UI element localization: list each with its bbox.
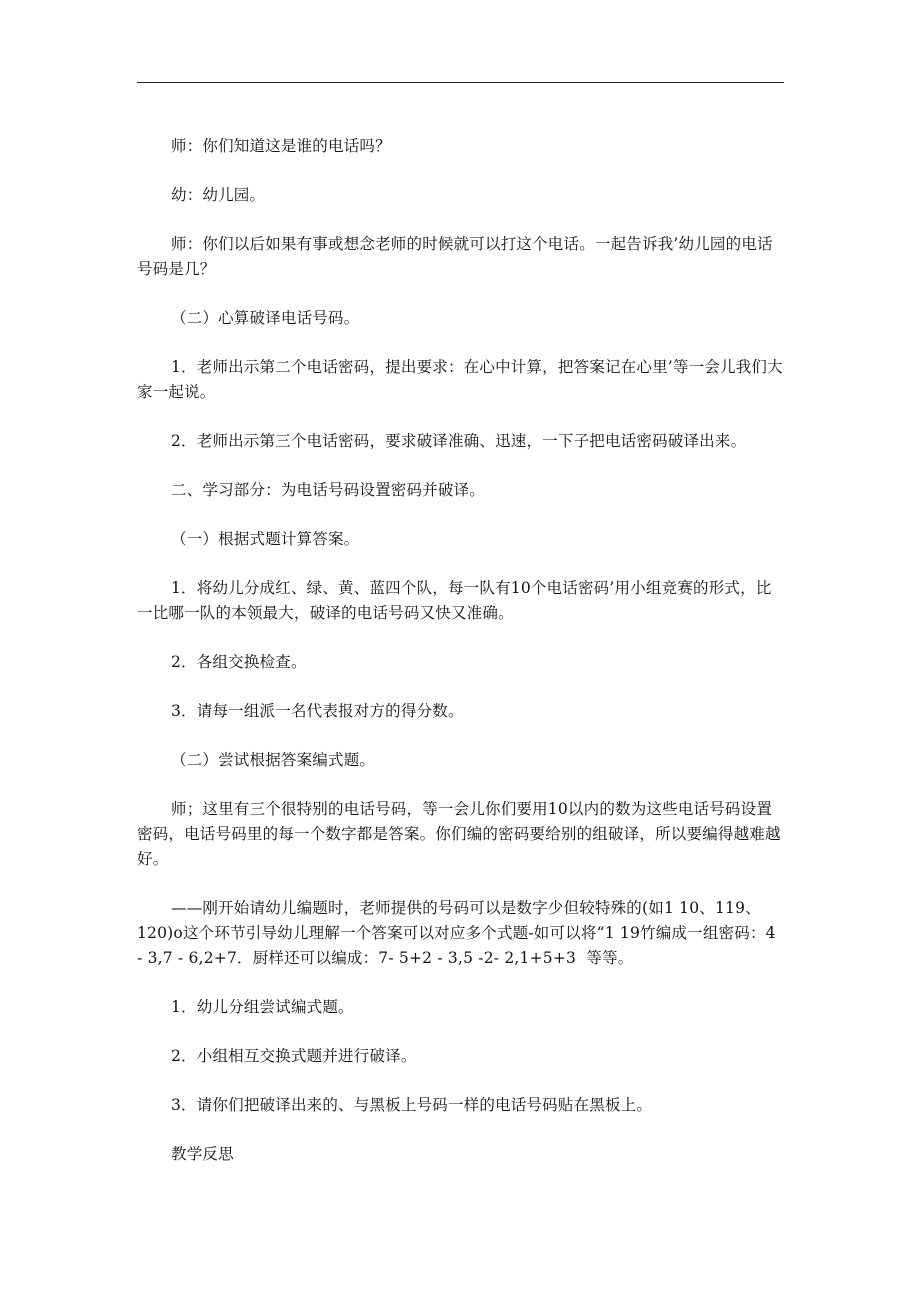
paragraph: 师；这里有三个很特别的电话号码，等一会儿你们要用10以内的数为这些电话号码设置密码，电话号码里的每一个数字都是答案。你们编的密码要给别的组破译，所以要编得越难越好。 [137,800,781,868]
paragraph: 1．老师出示第二个电话密码，提出要求：在心中计算，把答案记在心里’等一会儿我们大家一起说。 [137,358,783,401]
paragraph: 3．请每一组派一名代表报对方的得分数。 [171,702,464,720]
section-heading: 教学反思 [171,1145,234,1163]
paragraph: 2．老师出示第三个电话密码，要求破译准确、迅速，一下子把电话密码破译出来。 [171,432,747,450]
paragraph: 1．幼儿分组尝试编式题。 [171,998,354,1016]
header-rule [137,82,784,83]
document-body [137,134,784,1191]
paragraph: 2．小组相互交换式题并进行破译。 [171,1047,417,1065]
paragraph: 师：你们以后如果有事或想念老师的时候就可以打这个电话。一起告诉我’幼儿园的电话号码是几？ [137,235,773,278]
paragraph: 3．请你们把破译出来的、与黑板上号码一样的电话号码贴在黑板上。 [171,1096,653,1114]
paragraph: 1．将幼儿分成红、绿、黄、蓝四个队，每一队有10个电话密码’用小组竞赛的形式，比一比哪一队的本领最大，破译的电话号码又快又准确。 [137,579,772,622]
paragraph: （一）根据式题计算答案。 [171,530,360,548]
paragraph: 2．各组交换检查。 [171,653,307,671]
paragraph: （二）心算破译电话号码。 [171,309,360,327]
paragraph: ——刚开始请幼儿编题时，老师提供的号码可以是数字少但较特殊的(如1 10、119、120)o这个环节引导幼儿理解一个答案可以对应多个式题-如可以将“1 19竹编成一组密码：4 - 3,7 - 6,2+7．厨样还可以编成：7- 5+2 - 3,5 -2- 2,1+5+3 等等。 [137,899,781,967]
paragraph: 师：你们知道这是谁的电话吗？ [171,137,391,155]
paragraph: （二）尝试根据答案编式题。 [171,751,376,769]
paragraph: 二、学习部分：为电话号码设置密码并破译。 [171,481,486,499]
paragraph: 幼：幼儿园。 [171,186,266,204]
